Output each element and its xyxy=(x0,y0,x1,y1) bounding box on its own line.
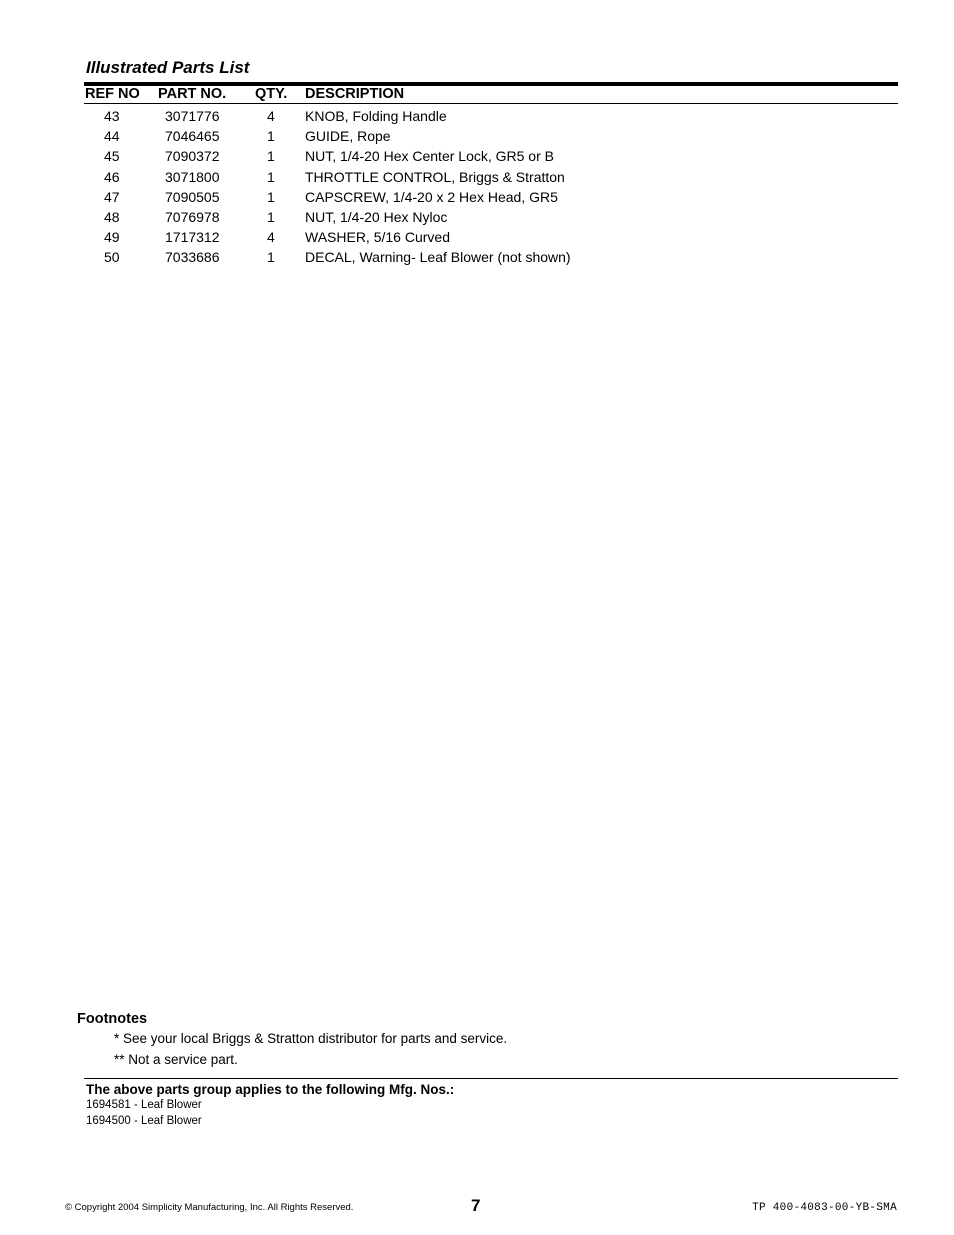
cell-ref-no: 49 xyxy=(104,229,120,246)
cell-description: DECAL, Warning- Leaf Blower (not shown) xyxy=(305,249,571,266)
table-row xyxy=(84,228,898,248)
cell-part-no: 3071800 xyxy=(165,168,220,185)
mfg-divider xyxy=(84,1078,898,1079)
parts-table-body xyxy=(84,107,898,269)
cell-qty: 1 xyxy=(267,128,275,145)
table-row xyxy=(84,127,898,147)
cell-ref-no: 44 xyxy=(104,128,120,145)
cell-part-no: 3071776 xyxy=(165,108,220,124)
cell-description: CAPSCREW, 1/4-20 x 2 Hex Head, GR5 xyxy=(305,188,558,205)
cell-ref-no: 46 xyxy=(104,168,120,185)
cell-description: NUT, 1/4-20 Hex Nyloc xyxy=(305,208,448,225)
cell-qty: 4 xyxy=(267,108,275,124)
cell-description: WASHER, 5/16 Curved xyxy=(305,229,450,246)
cell-qty: 4 xyxy=(267,229,275,246)
cell-qty: 1 xyxy=(267,208,275,225)
cell-description: GUIDE, Rope xyxy=(305,128,391,145)
cell-qty: 1 xyxy=(267,188,275,205)
mfg-number-item: 1694581 - Leaf Blower xyxy=(86,1099,202,1111)
footnote-line: * See your local Briggs & Stratton distributor for parts and service. xyxy=(114,1031,508,1046)
cell-part-no: 7090372 xyxy=(165,148,220,165)
copyright-notice: © Copyright 2004 Simplicity Manufacturing, Inc. All Rights Reserved. xyxy=(65,1202,354,1213)
cell-description: NUT, 1/4-20 Hex Center Lock, GR5 or B xyxy=(305,148,554,165)
cell-ref-no: 45 xyxy=(104,148,120,165)
table-row xyxy=(84,248,898,268)
cell-qty: 1 xyxy=(267,148,275,165)
cell-description: KNOB, Folding Handle xyxy=(305,108,447,124)
cell-description: THROTTLE CONTROL, Briggs & Stratton xyxy=(305,168,565,185)
mfg-number-item: 1694500 - Leaf Blower xyxy=(86,1115,202,1127)
cell-part-no: 1717312 xyxy=(165,229,220,246)
header-part-no: PART NO. xyxy=(158,86,227,102)
cell-part-no: 7090505 xyxy=(165,188,220,205)
cell-part-no: 7033686 xyxy=(165,249,220,266)
page-number: 7 xyxy=(471,1196,481,1215)
cell-qty: 1 xyxy=(267,249,275,266)
table-row xyxy=(84,208,898,228)
header-ref-no: REF NO xyxy=(85,86,140,102)
cell-ref-no: 43 xyxy=(104,108,120,124)
header-qty: QTY. xyxy=(255,86,288,102)
cell-ref-no: 47 xyxy=(104,188,120,205)
footnote-line: ** Not a service part. xyxy=(114,1052,238,1067)
footnotes-title: Footnotes xyxy=(77,1011,148,1027)
cell-part-no: 7076978 xyxy=(165,208,220,225)
table-row xyxy=(84,168,898,188)
cell-ref-no: 50 xyxy=(104,249,120,266)
cell-qty: 1 xyxy=(267,168,275,185)
table-row xyxy=(84,188,898,208)
parts-table-header xyxy=(84,86,898,104)
cell-part-no: 7046465 xyxy=(165,128,220,145)
page-title: Illustrated Parts List xyxy=(86,58,250,77)
header-description: DESCRIPTION xyxy=(305,86,405,102)
table-row xyxy=(84,147,898,167)
document-id: TP 400-4083-00-YB-SMA xyxy=(752,1202,897,1214)
table-row xyxy=(84,107,898,127)
mfg-numbers-title: The above parts group applies to the following Mfg. Nos.: xyxy=(86,1082,455,1097)
cell-ref-no: 48 xyxy=(104,208,120,225)
